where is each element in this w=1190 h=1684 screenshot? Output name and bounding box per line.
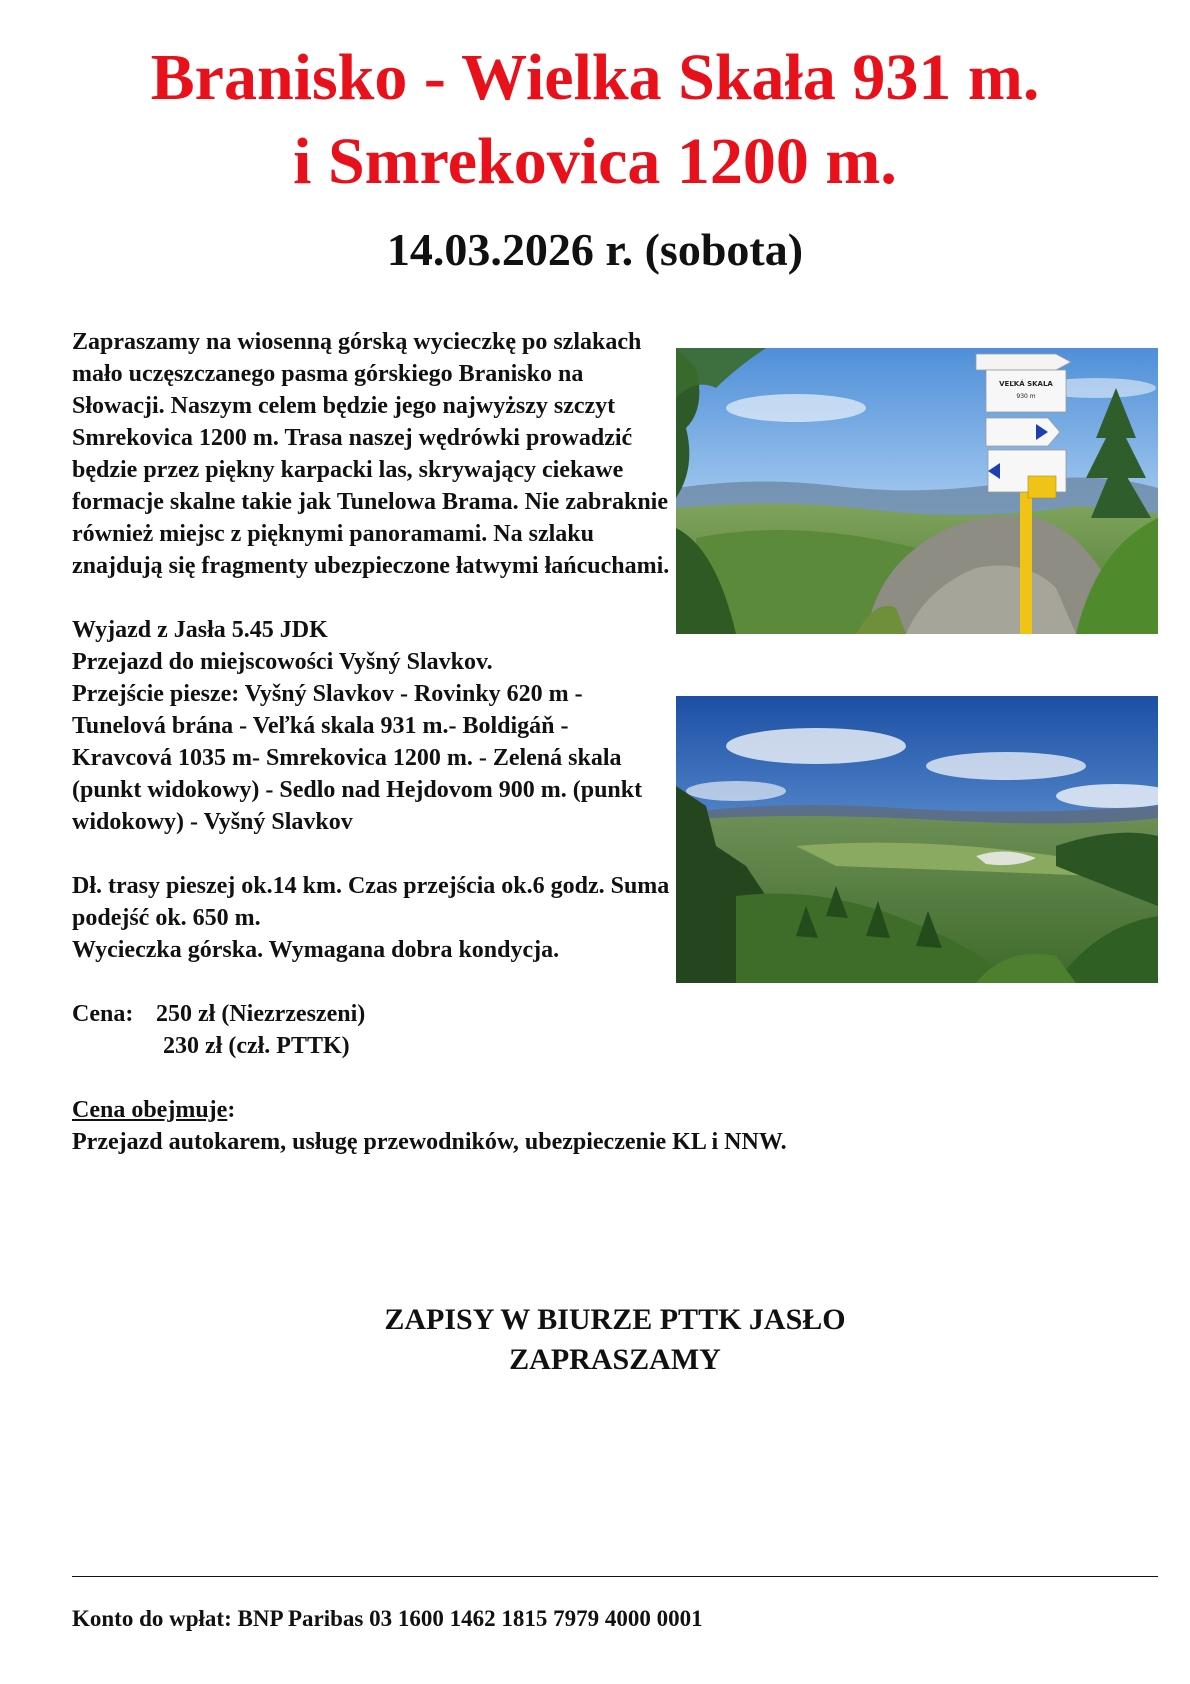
price-member: 230 zł (czł. PTTK) [163,1033,350,1059]
valley-panorama-photo [676,696,1158,983]
signup-line-2: ZAPRASZAMY [509,1343,721,1376]
title-line-2: i Smrekovica 1200 m. [293,125,897,198]
bank-account: Konto do wpłat: BNP Paribas 03 1600 1462 1815 7979 4000 0001 [72,1606,703,1631]
route-description: Przejście piesze: Vyšný Slavkov - Rovinky 620 m - Tunelová brána - Veľká skala 931 m.- Boldigáň - Kravcová 1035 m- Smrekovica 1200 m. - Zelená skala (punkt widokowy) - Sedlo nad Hejdovom 900 m. (punkt widokowy) - Vyšný Slavkov [72,681,643,835]
sign-altitude: 930 m [1016,393,1036,400]
distance-info: Dł. trasy pieszej ok.14 km. Czas przejścia ok.6 godz. Suma podejść ok. 650 m. [72,873,670,931]
title-line-1: Branisko - Wielka Skała 931 m. [150,41,1040,114]
price-block [72,998,672,1062]
includes-heading-text: Cena obejmuje [72,1097,228,1123]
includes-colon: : [227,1097,236,1123]
includes-text: Przejazd autokarem, usługę przewodników, ubezpieczenie KL i NNW. [72,1129,787,1155]
event-date: 14.03.2026 r. (sobota) [386,224,804,275]
price-row-1 [72,998,672,1030]
footer-divider [72,1576,1158,1577]
signup-line-1: ZAPISY W BIURZE PTTK JASŁO [384,1303,846,1336]
trail-sign-photo [676,348,1158,634]
includes-heading [72,1094,672,1126]
signup-block [0,1300,1190,1380]
page-title [0,36,1190,204]
sign-title: VEĽKÁ SKALA [999,380,1053,388]
departure-line: Wyjazd z Jasła 5.45 JDK [72,617,328,643]
intro-paragraph: Zapraszamy na wiosenną górską wycieczkę po szlakach mało uczęszczanego pasma górskiego Branisko na Słowacji. Naszym celem będzie jego najwyższy szczyt Smrekovica 1200 m. Trasa naszej wędrówki prowadzić będzie przez piękny karpacki las, skrywający ciekawe formacje skalne takie jak Tunelowa Brama. Nie zabraknie również miejsc z pięknymi panoramami. Na szlaku znajdują się fragmenty ubezpieczone łatwymi łańcuchami. [72,329,670,579]
price-label: Cena: [72,1001,134,1027]
price-regular: 250 zł (Niezrzeszeni) [156,1001,366,1027]
requirements-info: Wycieczka górska. Wymagana dobra kondycja. [72,937,560,963]
transfer-line: Przejazd do miejscowości Vyšný Slavkov. [72,649,493,675]
main-text-column [72,326,787,1158]
price-row-2 [72,1030,672,1062]
